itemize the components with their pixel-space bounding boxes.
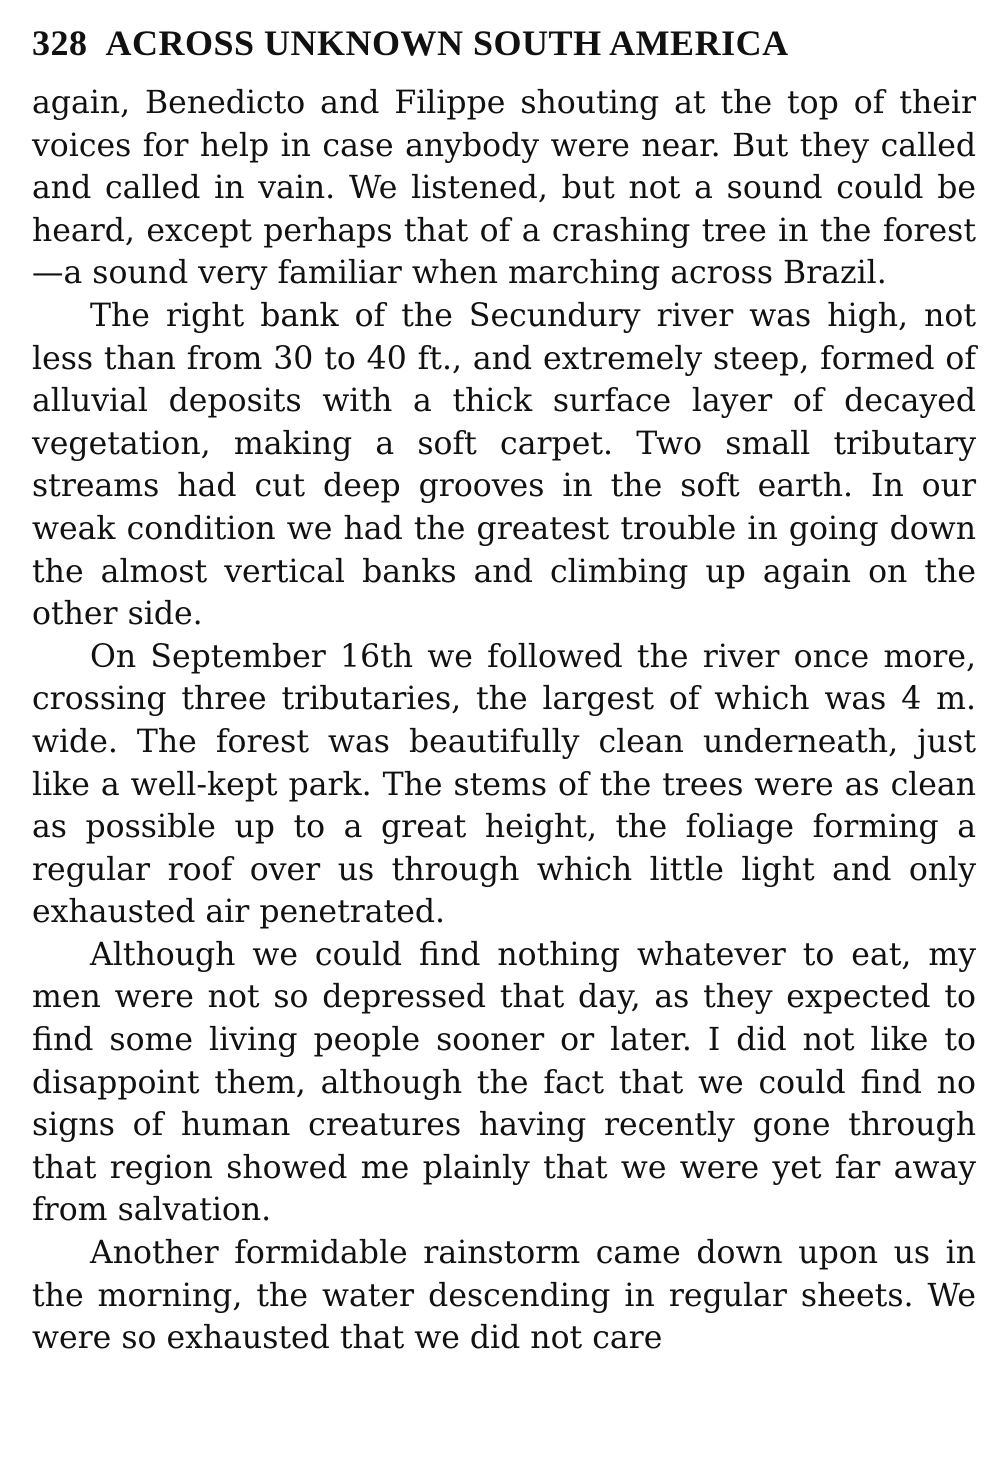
paragraph-river-bank: The right bank of the Secundury river was high, not less than from 30 to 40 ft., and extremely steep, formed of alluvial deposits with a thick surface layer of decayed vegetation, making a soft carpet. Two small tributary streams had cut deep grooves in the soft earth. In our weak condition we had the greatest trouble in going down the almost vertical banks and climbing up again on the other side. xyxy=(32,297,976,633)
running-head xyxy=(32,22,976,82)
paragraph-rainstorm: Another formidable rainstorm came down upon us in the morning, the water descending in regular sheets. We were so exhausted that we did not care xyxy=(32,1235,976,1357)
book-page xyxy=(32,22,976,1360)
paragraph-september-16th: On September 16th we followed the river once more, crossing three tributaries, the largest of which was 4 m. wide. The forest was beautifully clean underneath, just like a well-kept park. The stems of the trees were as clean as possible up to a great height, the foliage forming a regular roof over us through which little light and only exhausted air penetrated. xyxy=(32,638,976,931)
body-text xyxy=(32,82,976,1360)
page-number: 328 xyxy=(32,23,88,63)
paragraph-men-spirits: Although we could find nothing whatever to eat, my men were not so depressed that day, as they expected to find some living people sooner or later. I did not like to disappoint them, although the fact that we could find no signs of human creatures having recently gone through that region showed me plainly that we were yet far away from salvation. xyxy=(32,936,976,1229)
paragraph-continuation: again, Benedicto and Filippe shouting at the top of their voices for help in case anybody were near. But they called and called in vain. We listened, but not a sound could be heard, except perhaps that of a crashing tree in the forest—a sound very familiar when marching across Brazil. xyxy=(32,85,976,292)
running-title: ACROSS UNKNOWN SOUTH AMERICA xyxy=(105,23,789,63)
